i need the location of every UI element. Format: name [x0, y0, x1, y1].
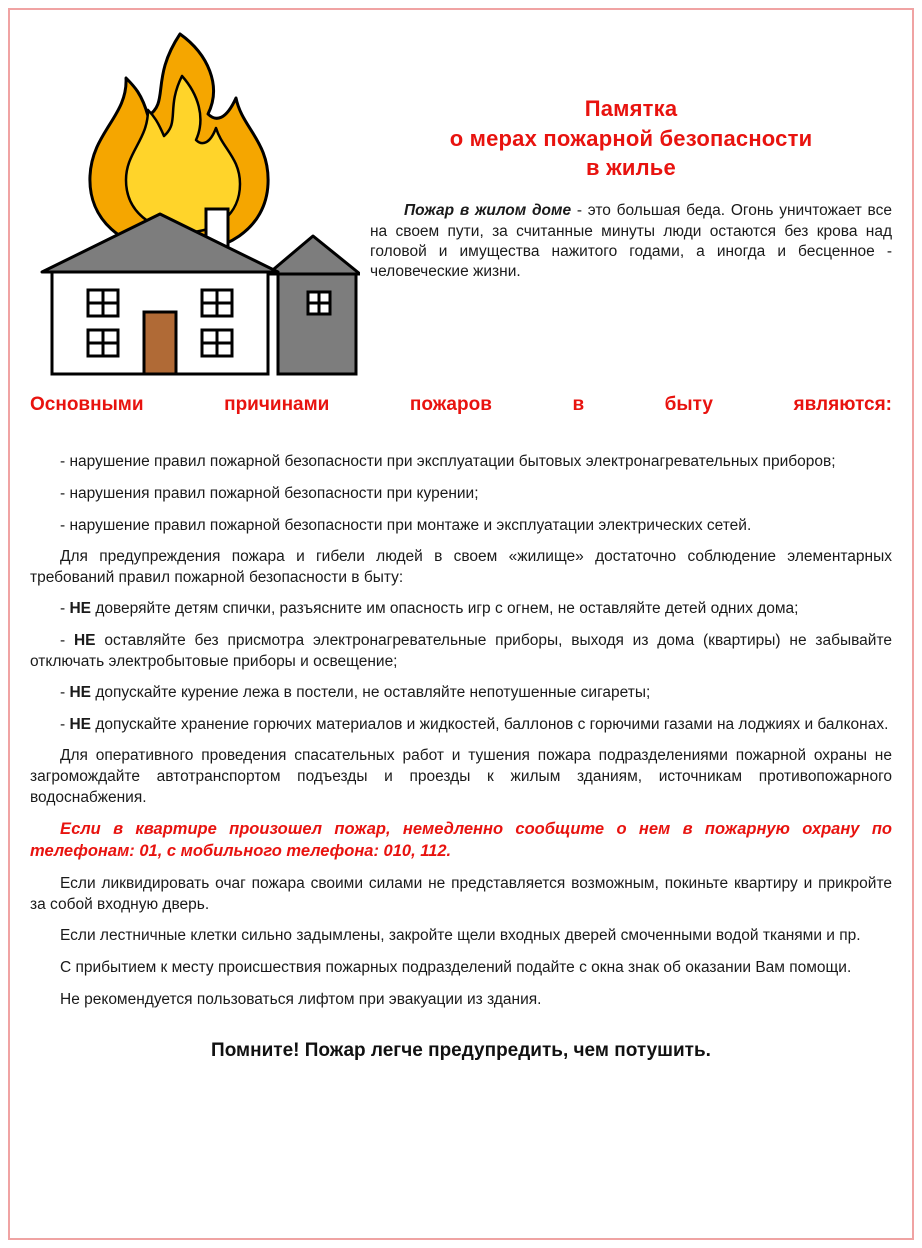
- rule-strong: НЕ: [69, 684, 92, 702]
- poster-header: [30, 24, 892, 379]
- rule-item: [30, 599, 892, 620]
- rule-strong: НЕ: [69, 715, 92, 733]
- advice-item: Не рекомендуется пользоваться лифтом при эвакуации из здания.: [60, 990, 542, 1008]
- footer-slogan: Помните! Пожар легче предупредить, чем потушить.: [211, 1040, 711, 1062]
- rule-prefix: -: [60, 684, 70, 702]
- rule-text: допускайте хранение горючих материалов и жидкостей, баллонов с горючими газами на лоджиях и балконах.: [91, 715, 889, 733]
- rule-text: допускайте курение лежа в постели, не оставляйте непотушенные сигареты;: [91, 684, 651, 702]
- page-title: [370, 94, 892, 183]
- house-shape: [42, 209, 360, 374]
- rule-item: [30, 631, 892, 672]
- intro-paragraph: [370, 201, 892, 283]
- advice-item: Если лестничные клетки сильно задымлены, закройте щели входных дверей смоченными водой тканями и пр.: [60, 927, 861, 945]
- emergency-call-notice: Если в квартире произошел пожар, немедленно сообщите о нем в пожарную охрану по телефонам: 01, с мобильного телефона: 010, 112.: [30, 820, 892, 860]
- rule-prefix: -: [60, 632, 74, 650]
- intro-rest: - это большая беда. Огонь уничтожает все на своем пути, за считанные минуты люди остаются без крова над головой и имущества нажитого годами, а иногда и бесценное - человеческие жизни.: [370, 202, 892, 281]
- burning-house-illustration: [30, 24, 360, 379]
- rule-prefix: -: [60, 600, 70, 618]
- title-line-2: о мерах пожарной безопасности: [449, 125, 813, 151]
- poster-frame: [8, 8, 914, 1240]
- section-subtitle: Основными причинами пожаров в быту являются:: [30, 394, 892, 415]
- advice-item: Если ликвидировать очаг пожара своими силами не представляется возможным, покиньте квартиру и прикройте за собой входную дверь.: [30, 875, 892, 913]
- access-paragraph: Для оперативного проведения спасательных работ и тушения пожара подразделениями пожарной охраны не загромождайте автотранспортом подъезды и проезды к жилым зданиям, источникам противопожарного водоснабжения.: [30, 747, 892, 806]
- intro-lead: Пожар в жилом доме: [404, 202, 572, 220]
- advice-item: С прибытием к месту происшествия пожарных подразделений подайте с окна знак об оказании Вам помощи.: [60, 959, 852, 976]
- rule-text: оставляйте без присмотра электронагревательные приборы, выходя из дома (квартиры) не забывайте отключать электробытовые приборы и освещение;: [30, 632, 892, 670]
- flame-shape: [90, 34, 268, 252]
- title-line-1: Памятка: [584, 96, 678, 121]
- header-text-block: [370, 24, 892, 283]
- rule-item: [30, 715, 892, 736]
- title-line-3: в жилье: [586, 155, 676, 181]
- cause-item: - нарушение правил пожарной безопасности при эксплуатации бытовых электронагревательных приборов;: [60, 453, 836, 471]
- rule-prefix: -: [60, 715, 70, 733]
- prevention-intro: Для предупреждения пожара и гибели людей в своем «жилище» достаточно соблюдение элементарных требований правил пожарной безопасности в быту:: [30, 548, 892, 586]
- cause-item: - нарушения правил пожарной безопасности при курении;: [60, 484, 479, 502]
- rule-strong: НЕ: [69, 600, 92, 618]
- rule-text: доверяйте детям спички, разъясните им опасность игр с огнем, не оставляйте детей одних дома;: [91, 600, 799, 618]
- rule-strong: НЕ: [73, 632, 96, 650]
- cause-item: - нарушение правил пожарной безопасности при монтаже и эксплуатации электрических сетей.: [60, 516, 752, 534]
- poster-body: [30, 452, 892, 1062]
- rule-item: [30, 683, 892, 704]
